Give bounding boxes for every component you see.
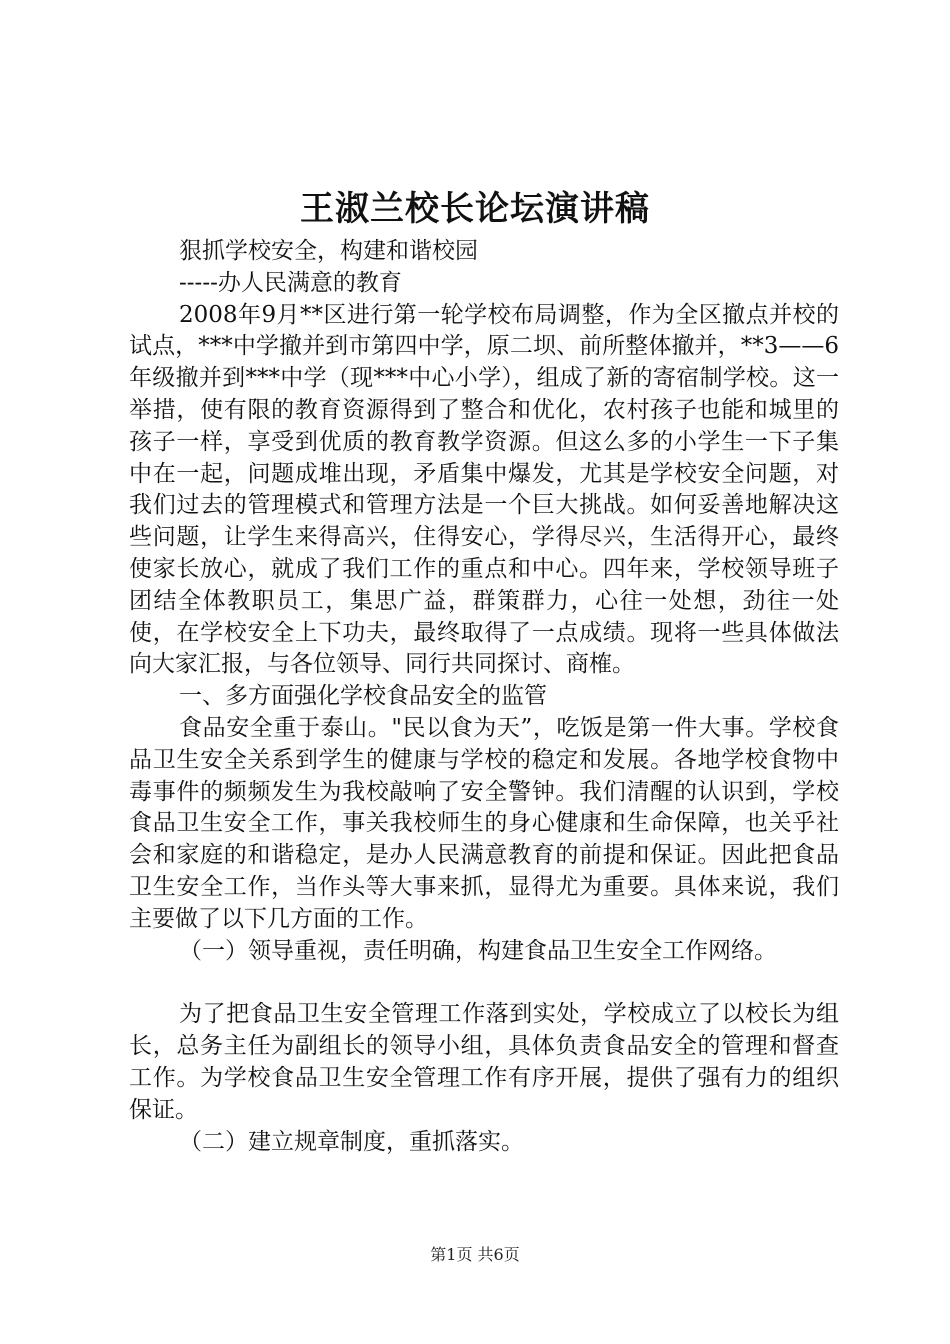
section-heading: 一、多方面强化学校食品安全的监管 <box>179 683 547 710</box>
subtitle-line: 狠抓学校安全，构建和谐校园 <box>179 238 478 264</box>
subsection-heading: （二）建立规章制度，重抓落实。 <box>179 1128 524 1155</box>
subsection-heading: （一）领导重视，责任明确，构建食品卫生安全工作网络。 <box>179 937 777 964</box>
document-title: 王淑兰校长论坛演讲稿 <box>300 189 650 229</box>
body-paragraph: 为了把食品卫生安全管理工作落到实处，学校成立了以校长为组长，总务主任为副组长的领导小组，具体负责食品安全的管理和督查工作。为学校食品卫生安全管理工作有序开展，提供了强有力的组织保证。 <box>129 1001 839 1123</box>
body-paragraph: 2008年9月**区进行第一轮学校布局调整，作为全区撤点并校的试点，***中学撤并到市第四中学，原二坝、前所整体撤并，**3——6年级撤并到***中学（现***中心小学），组成了新的寄宿制学校。这一举措，使有限的教育资源得到了整合和优化，农村孩子也能和城里的孩子一样，享受到优质的教育教学资源。但这么多的小学生一下子集中在一起，问题成堆出现，矛盾集中爆发，尤其是学校安全问题，对我们过去的管理模式和管理方法是一个巨大挑战。如何妥善地解决这些问题，让学生来得高兴，住得安心，学得尽兴，生活得开心，最终使家长放心，就成了我们工作的重点和中心。四年来，学校领导班子团结全体教职员工，集思广益，群策群力，心往一处想，劲往一处使，在学校安全上下功夫，最终取得了一点成绩。现将一些具体做法向大家汇报，与各位领导、同行共同探讨、商榷。 <box>129 301 839 678</box>
subtitle-line: -----办人民满意的教育 <box>179 269 402 296</box>
page-footer: 第1页 共6页 <box>430 1245 520 1264</box>
body-paragraph: 食品安全重于泰山。"民以食为天”，吃饭是第一件大事。学校食品卫生安全关系到学生的健康与学校的稳定和发展。各地学校食物中毒事件的频频发生为我校敲响了安全警钟。我们清醒的认识到，学校食品卫生安全工作，事关我校师生的身心健康和生命保障，也关乎社会和家庭的和谐稳定，是办人民满意教育的前提和保证。因此把食品卫生安全工作，当作头等大事来抓，显得尤为重要。具体来说，我们主要做了以下几方面的工作。 <box>129 714 839 932</box>
document-body <box>129 236 839 1158</box>
